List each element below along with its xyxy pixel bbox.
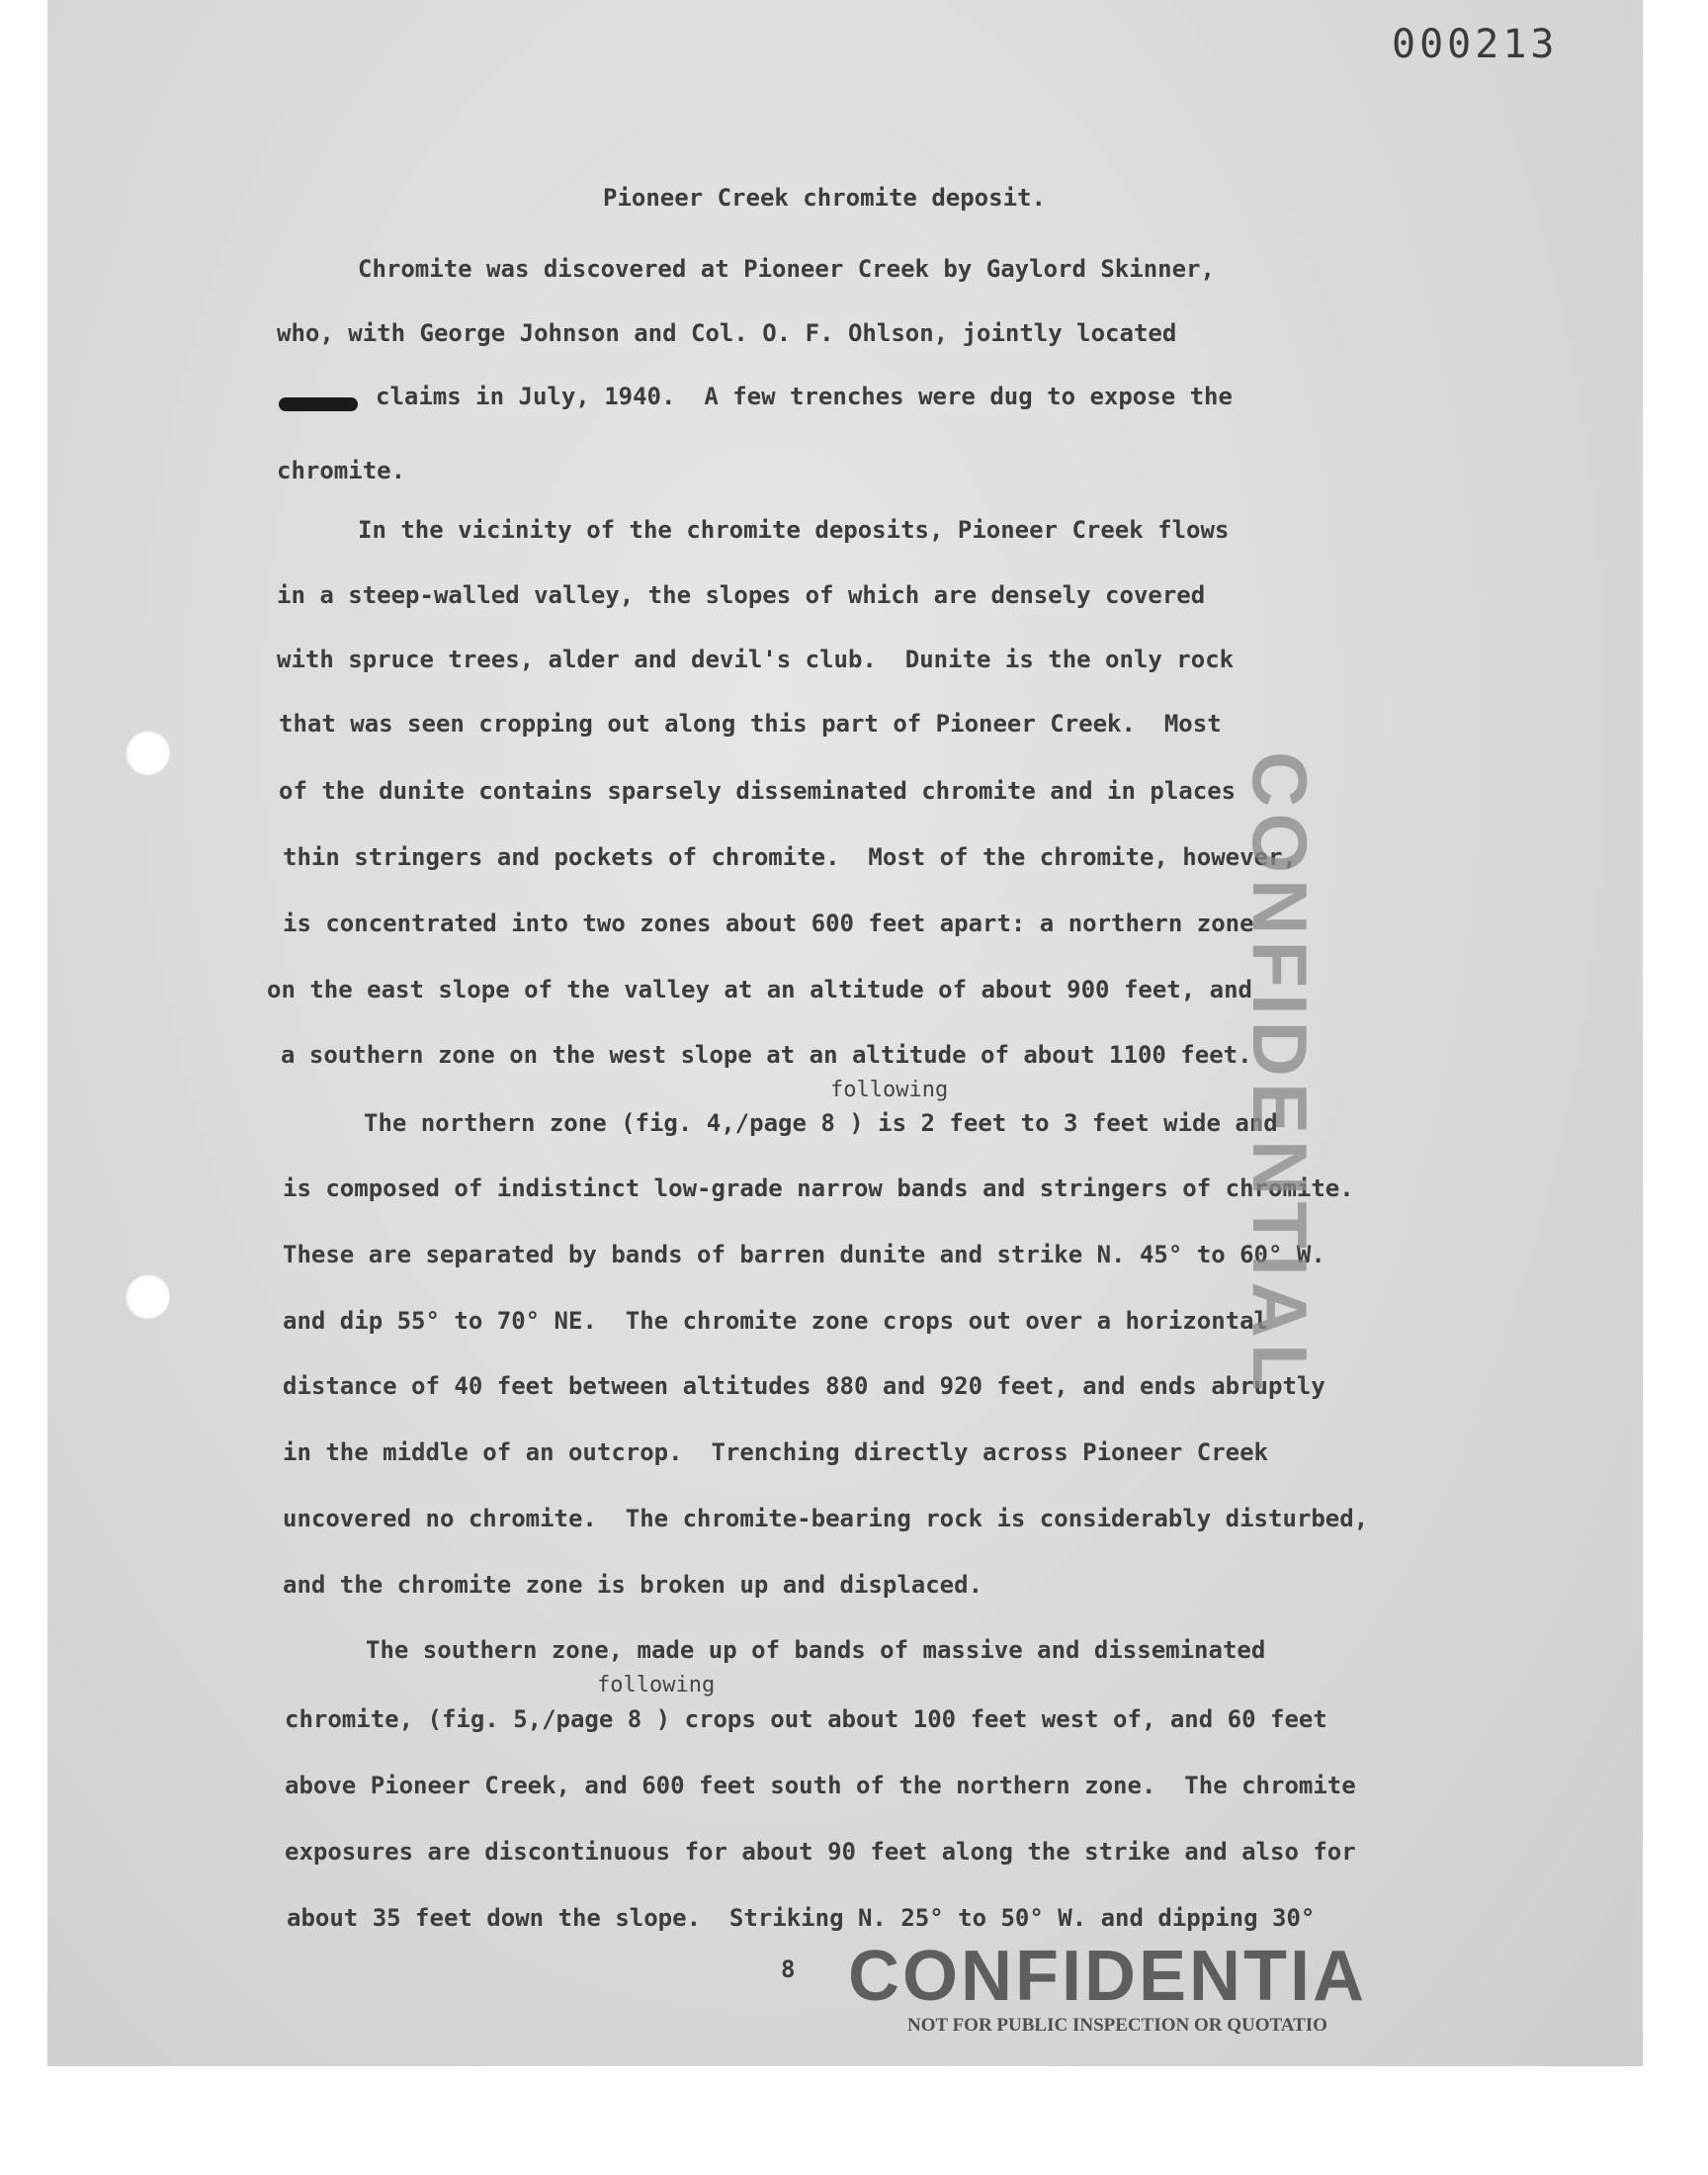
text-line: uncovered no chromite. The chromite-bearing rock is considerably disturbed, bbox=[283, 1505, 1369, 1532]
text-line: above Pioneer Creek, and 600 feet south of the northern zone. The chromite bbox=[285, 1772, 1356, 1799]
punch-hole-bottom bbox=[125, 1273, 170, 1319]
text-line: of the dunite contains sparsely disseminated chromite and in places bbox=[279, 777, 1237, 805]
punch-hole-top bbox=[125, 730, 170, 775]
text-line: about 35 feet down the slope. Striking N. 25° to 50° W. and dipping 30° bbox=[287, 1904, 1316, 1932]
redaction-mark bbox=[279, 397, 358, 411]
text-line: The northern zone (fig. 4,/page 8 ) is 2 feet to 3 feet wide and bbox=[364, 1109, 1278, 1137]
document-number: 000213 bbox=[1392, 22, 1559, 67]
text-line: In the vicinity of the chromite deposits, Pioneer Creek flows bbox=[358, 516, 1230, 544]
text-line: and dip 55° to 70° NE. The chromite zone crops out over a horizontal bbox=[283, 1307, 1268, 1335]
text-line: in the middle of an outcrop. Trenching directly across Pioneer Creek bbox=[283, 1438, 1268, 1466]
confidential-stamp-vertical: CONFIDENTIAL bbox=[1237, 751, 1324, 1397]
text-line: on the east slope of the valley at an altitude of about 900 feet, and bbox=[267, 976, 1252, 1003]
text-line: is composed of indistinct low-grade narrow bands and stringers of chromite. bbox=[283, 1174, 1354, 1202]
document-page bbox=[47, 0, 1643, 2066]
text-line: Chromite was discovered at Pioneer Creek by Gaylord Skinner, bbox=[358, 255, 1215, 283]
handwritten-insert: following bbox=[597, 1673, 716, 1697]
text-line: thin stringers and pockets of chromite. Most of the chromite, however, bbox=[283, 843, 1297, 871]
page-number: 8 bbox=[781, 1956, 796, 1983]
text-line: chromite, (fig. 5,/page 8 ) crops out about 100 feet west of, and 60 feet bbox=[285, 1705, 1327, 1733]
text-line: with spruce trees, alder and devil's club. Dunite is the only rock bbox=[277, 646, 1235, 673]
text-line: in a steep-walled valley, the slopes of which are densely covered bbox=[277, 581, 1206, 609]
page-title: Pioneer Creek chromite deposit. bbox=[603, 184, 1046, 212]
text-line: that was seen cropping out along this part of Pioneer Creek. Most bbox=[279, 710, 1222, 738]
text-line: who, with George Johnson and Col. O. F. Ohlson, jointly located bbox=[277, 319, 1177, 347]
text-line: These are separated by bands of barren dunite and strike N. 45° to 60° W. bbox=[283, 1241, 1325, 1268]
text-line: The southern zone, made up of bands of massive and disseminated bbox=[366, 1636, 1266, 1664]
text-line: exposures are discontinuous for about 90 feet along the strike and also for bbox=[285, 1838, 1356, 1866]
text-line: a southern zone on the west slope at an altitude of about 1100 feet. bbox=[281, 1041, 1252, 1069]
confidential-stamp-subtitle: NOT FOR PUBLIC INSPECTION OR QUOTATIO bbox=[907, 2015, 1327, 2036]
text-line: distance of 40 feet between altitudes 880 and 920 feet, and ends abruptly bbox=[283, 1372, 1325, 1400]
text-line: chromite. bbox=[277, 457, 406, 484]
text-line: claims in July, 1940. A few trenches were dug to expose the bbox=[376, 383, 1233, 410]
text-line: is concentrated into two zones about 600 feet apart: a northern zone bbox=[283, 910, 1254, 937]
text-line: and the chromite zone is broken up and displaced. bbox=[283, 1571, 983, 1599]
confidential-stamp: CONFIDENTIA bbox=[848, 1937, 1367, 2016]
handwritten-insert: following bbox=[830, 1078, 949, 1102]
